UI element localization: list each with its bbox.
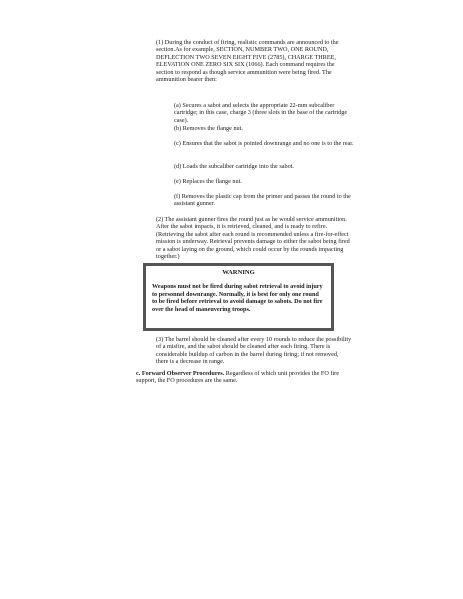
warning-body: Weapons must not be fired during sabot retrieval to avoid injury to personnel downrange. Normally, it is best for only one round to be fired before retrieval to avoid damage to sabots. Do not fire over the head of maneuvering troops. — [152, 283, 323, 313]
paragraph-c-heading: c. Forward Observer Procedures. — [136, 370, 225, 377]
subitem-e: (e) Replaces the flange nut. — [174, 178, 242, 185]
paragraph-c — [136, 370, 354, 385]
subitem-a: (a) Secures a sabot and selects the appropriate 22-mm subcaliber cartridge; in this case, charge 3 (three slots in the base of the cartridge case). — [174, 102, 348, 124]
warning-title: WARNING — [222, 269, 255, 276]
subitem-d: (d) Loads the subcaliber cartridge into the sabot. — [174, 163, 294, 170]
subitem-c: (c) Ensures that the sabot is pointed downrange and no one is to the rear. — [174, 140, 354, 147]
warning-box — [143, 263, 334, 331]
paragraph-3: (3) The barrel should be cleaned after every 10 rounds to reduce the possibility of a misfire, and the sabot should be cleaned after each firing. There is considerable buildup of carbon in the barrel during firing; if not removed, there is a decrease in range. — [156, 336, 352, 366]
subitem-b: (b) Removes the flange nut. — [174, 125, 243, 132]
paragraph-1: (1) During the conduct of firing, realistic commands are announced to the section.As for example, SECTION, NUMBER TWO, ONE ROUND, DEFLECTION TWO SEVEN EIGHT FIVE (2785), CHARGE THREE, ELEVATION ONE ZERO SIX SIX (1066). Each command requires the section to respond as though service ammunition were being fired. The ammunition bearer then: — [156, 39, 339, 84]
subitem-f: (f) Removes the plastic cap from the primer and passes the round to the assistant gunner. — [174, 193, 351, 208]
paragraph-2: (2) The assistant gunner fires the round just as he would service ammunition. After the sabot impacts, it is retrieved, cleaned, and is ready to refire. (Retrieving the sabot after each round is recommended unless a fire-for-effect mission is underway. Retrieval prevents damage to either the sabot being fired or a sabot laying on the ground, which could occur by the rounds impacting together.) — [156, 216, 350, 261]
paragraph-c-text: Regardless of which unit provides the FO fire support, the FO procedures are the same. — [136, 370, 339, 385]
